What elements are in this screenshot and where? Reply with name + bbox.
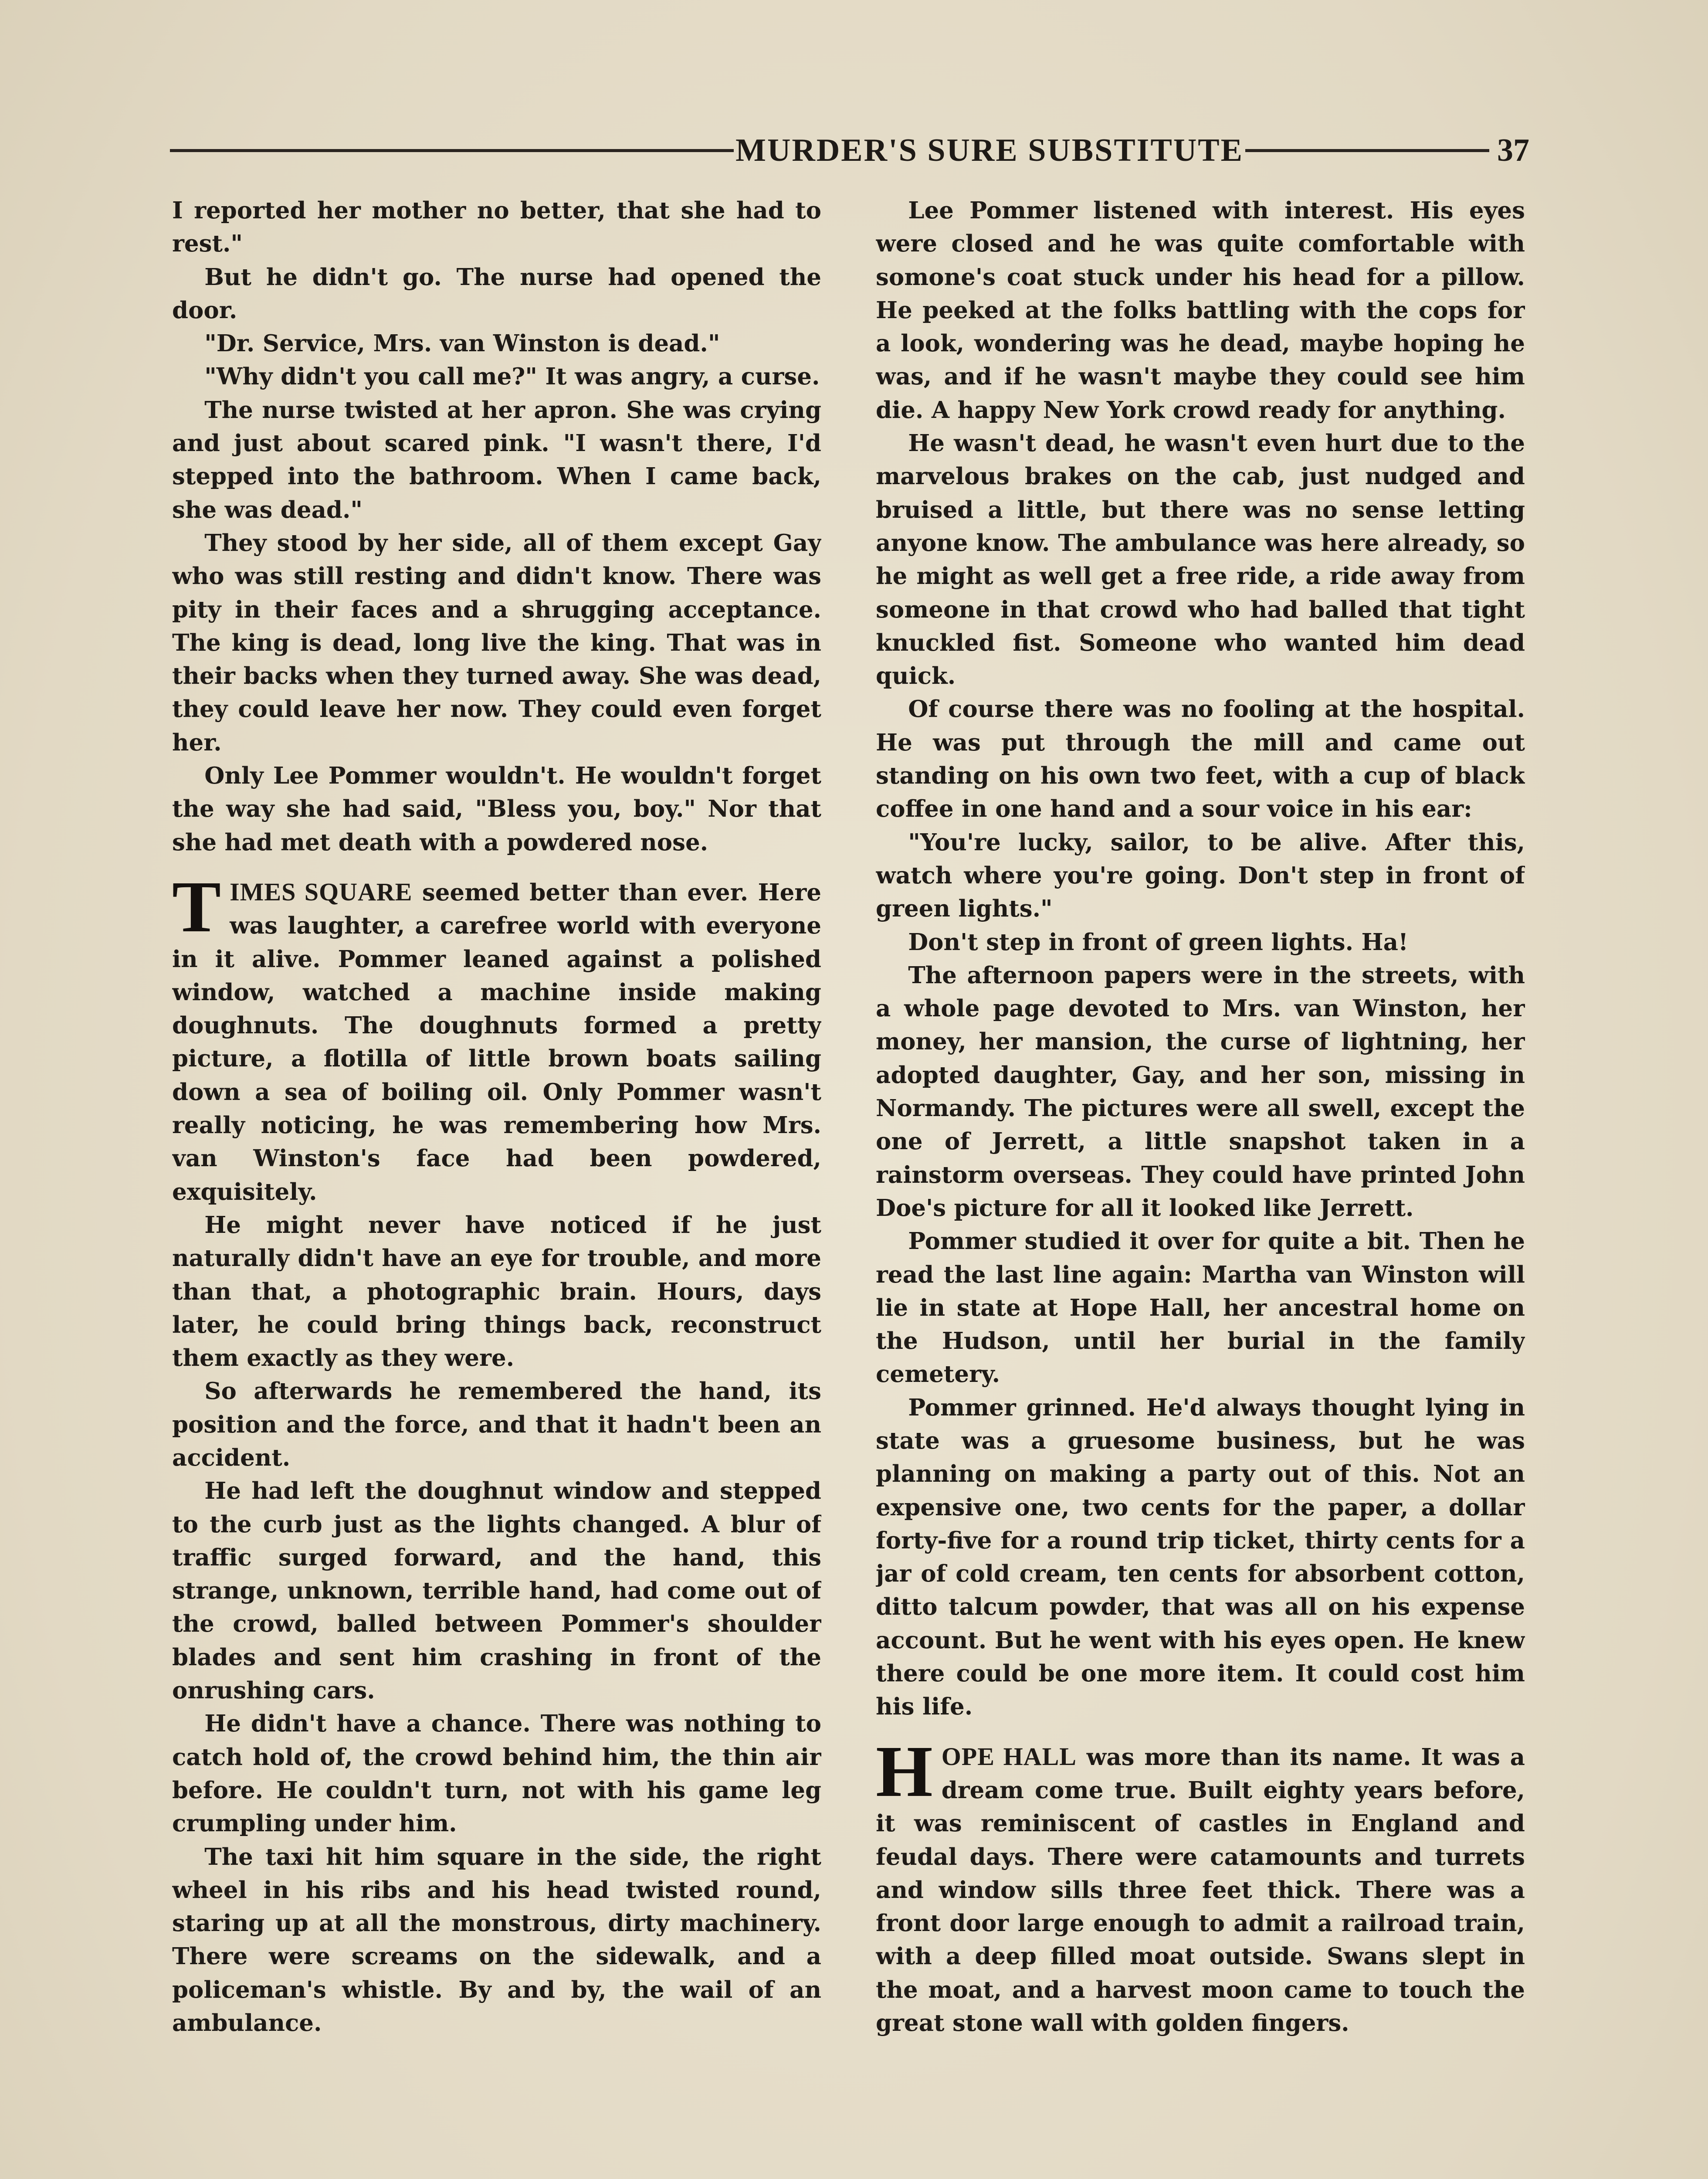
paragraph: The taxi hit him square in the side, the right wheel in his ribs and his head twisted round, staring up at all the monstrous, dirty machinery. There were screams on the sidewalk, and a policeman's whistle. By and by, the wail of an ambulance. <box>172 1843 821 2037</box>
section-opening-paragraph <box>172 866 821 1208</box>
left-column <box>172 194 821 2179</box>
header-rule-right <box>1245 149 1489 152</box>
section-opening-paragraph <box>876 1731 1525 2040</box>
paragraph: So afterwards he remembered the hand, its position and the force, and that it hadn't been an accident. <box>172 1378 821 1471</box>
paragraph: He didn't have a chance. There was nothing to catch hold of, the crowd behind him, the thin air before. He couldn't turn, not with his game leg crumpling under him. <box>172 1710 821 1837</box>
paragraph: He wasn't dead, he wasn't even hurt due to the marvelous brakes on the cab, just nudged and bruised a little, but there was no sense letting anyone know. The ambulance was here already, so he might as well get a free ride, a ride away from someone in that crowd who had balled that tight knuckled fist. Someone who wanted him dead quick. <box>876 430 1525 690</box>
paragraph: The nurse twisted at her apron. She was crying and just about scared pink. "I wasn't there, I'd stepped into the bathroom. When I came back, she was dead." <box>172 396 821 523</box>
running-header <box>170 126 1529 174</box>
paragraph: Of course there was no fooling at the hospital. He was put through the mill and came out standing on his own two feet, with a cup of black coffee in one hand and a sour voice in his ear: <box>876 696 1525 823</box>
page-number: 37 <box>1497 132 1529 168</box>
section-text: was more than its name. It was a dream come true. Built eighty years before, it was reminiscent of castles in England and feudal days. There were catamounts and turrets and window sills three feet thick. There was a front door large enough to admit a railroad train, with a deep filled moat outside. Swans slept in the moat, and a harvest moon came to touch the great stone wall with golden fingers. <box>876 1743 1525 2037</box>
paragraph: Don't step in front of green lights. Ha! <box>908 928 1409 956</box>
paragraph: Only Lee Pommer wouldn't. He wouldn't forget the way she had said, "Bless you, boy." Nor that she had met death with a powdered nose. <box>172 762 821 856</box>
paragraph: "Why didn't you call me?" It was angry, a curse. <box>204 363 820 390</box>
paragraph: But he didn't go. The nurse had opened the door. <box>172 263 821 324</box>
section-lead-in: OPE HALL <box>941 1742 1077 1771</box>
header-rule-left <box>170 149 734 152</box>
right-column <box>876 194 1525 2179</box>
paragraph: "Dr. Service, Mrs. van Winston is dead." <box>204 330 720 357</box>
section-text: seemed better than ever. Here was laughter, a carefree world with everyone in it alive. Pommer leaned against a polished window, watched a machine inside making doughnuts. The doughnuts formed a pretty picture, a flotilla of little brown boats sailing down a sea of boiling oil. Only Pommer wasn't really noticing, he was remembering how Mrs. van Winston's face had been powdered, exquisitely. <box>172 879 821 1205</box>
paragraph: I reported her mother no better, that she had to rest." <box>172 197 821 258</box>
paragraph: They stood by her side, all of them except Gay who was still resting and didn't know. There was pity in their faces and a shrugging acceptance. The king is dead, long live the king. That was in their backs when they turned away. She was dead, they could leave her now. They could even forget her. <box>172 529 821 756</box>
paragraph: Lee Pommer listened with interest. His eyes were closed and he was quite comfortable with somone's coat stuck under his head for a pillow. He peeked at the folks battling with the cops for a look, wondering was he dead, maybe hoping he was, and if he wasn't maybe they could see him die. A happy New York crowd ready for anything. <box>876 197 1525 424</box>
running-title: MURDER'S SURE SUBSTITUTE <box>735 132 1244 168</box>
paragraph: Pommer studied it over for quite a bit. Then he read the last line again: Martha van Winston will lie in state at Hope Hall, her ancestral home on the Hudson, until her burial in the family cemetery. <box>876 1228 1525 1388</box>
section-lead-in: IMES SQUARE <box>230 877 413 906</box>
paragraph: "You're lucky, sailor, to be alive. After this, watch where you're going. Don't step in front of green lights." <box>876 828 1525 923</box>
drop-cap: T <box>172 866 221 947</box>
paragraph: He might never have noticed if he just naturally didn't have an eye for trouble, and more than that, a photographic brain. Hours, days later, he could bring things back, reconstruct them exactly as they were. <box>172 1211 821 1372</box>
drop-cap: H <box>876 1731 933 1812</box>
paragraph: Pommer grinned. He'd always thought lying in state was a gruesome business, but he was planning on making a party out of this. Not an expensive one, two cents for the paper, a dollar forty-five for a round trip ticket, thirty cents for a jar of cold cream, ten cents for absorbent cotton, ditto talcum powder, that was all on his expense account. But he went with his eyes open. He knew there could be one more item. It could cost him his life. <box>876 1394 1525 1721</box>
paragraph: The afternoon papers were in the streets, with a whole page devoted to Mrs. van Winston, her money, her mansion, the curse of lightning, her adopted daughter, Gay, and her son, missing in Normandy. The pictures were all swell, except the one of Jerrett, a little snapshot taken in a rainstorm overseas. They could have printed John Doe's picture for all it looked like Jerrett. <box>876 961 1525 1222</box>
paragraph: He had left the doughnut window and stepped to the curb just as the lights changed. A blur of traffic surged forward, and the hand, this strange, unknown, terrible hand, had come out of the crowd, balled between Pommer's shoulder blades and sent him crashing in front of the onrushing cars. <box>172 1477 821 1704</box>
